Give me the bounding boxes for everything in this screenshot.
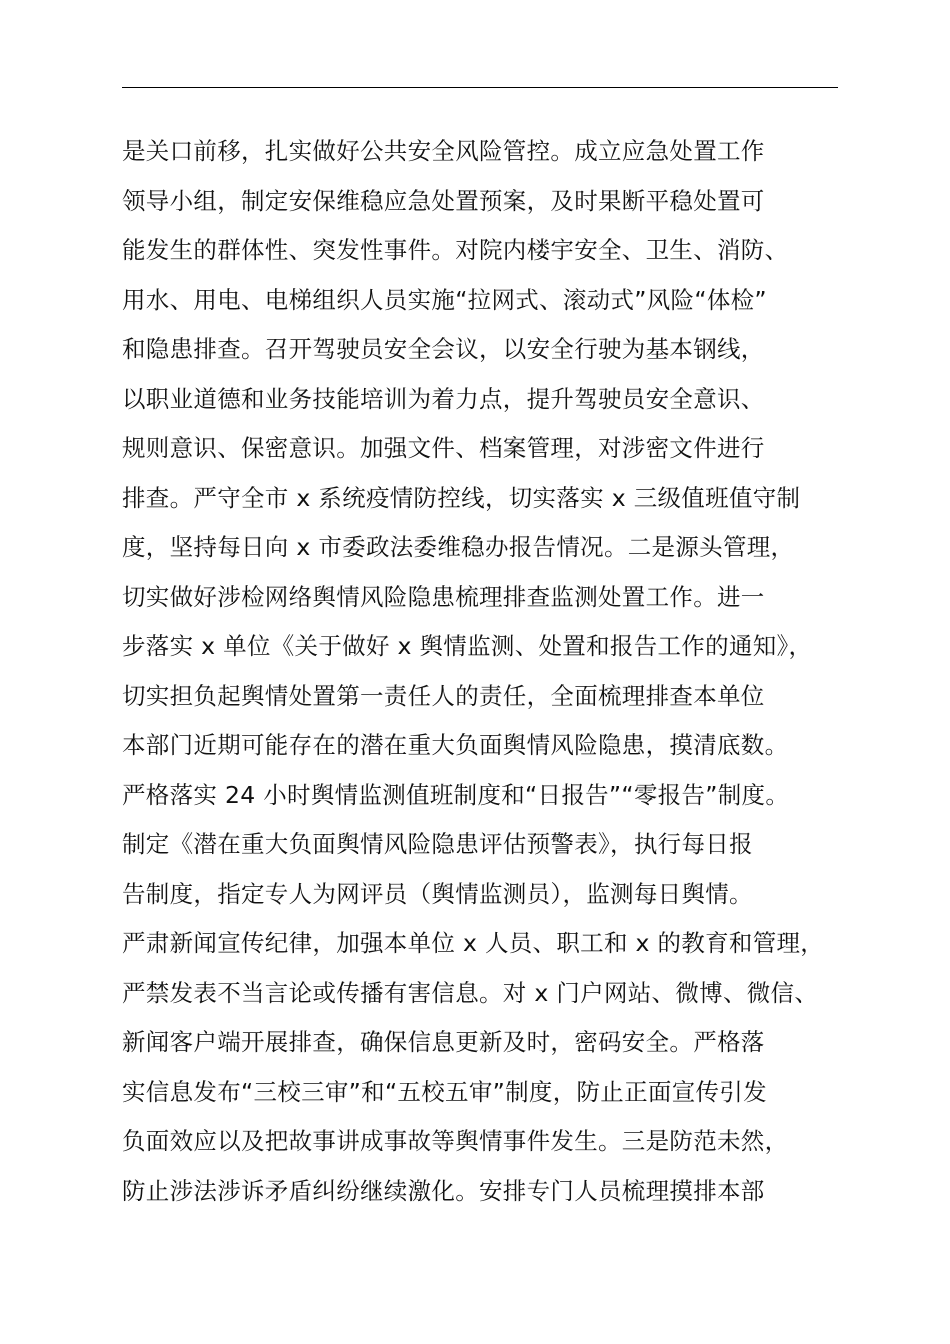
text-line: 步落实 x 单位《关于做好 x 舆情监测、处置和报告工作的通知》， — [122, 632, 813, 660]
text-line: 新闻客户端开展排查，确保信息更新及时，密码安全。严格落 — [122, 1028, 765, 1056]
text-line: 告制度，指定专人为网评员（舆情监测员），监测每日舆情。 — [122, 879, 753, 908]
text-line: 和隐患排查。召开驾驶员安全会议，以安全行驶为基本钢线， — [122, 335, 765, 363]
header-rule — [122, 87, 838, 88]
text-line: 本部门近期可能存在的潜在重大负面舆情风险隐患，摸清底数。 — [122, 731, 789, 759]
text-line: 用水、用电、电梯组织人员实施“拉网式、滚动式”风险“体检” — [122, 285, 767, 314]
document-body — [122, 127, 862, 1216]
text-line: 实信息发布“三校三审”和“五校五审”制度，防止正面宣传引发 — [122, 1077, 767, 1106]
text-line: 度，坚持每日向 x 市委政法委维稳办报告情况。二是源头管理， — [122, 533, 795, 561]
text-line: 防止涉法涉诉矛盾纠纷继续激化。安排专门人员梳理摸排本部 — [122, 1176, 765, 1205]
text-line: 切实担负起舆情处置第一责任人的责任，全面梳理排查本单位 — [122, 681, 765, 710]
text-line: 严格落实 24 小时舆情监测值班制度和“日报告”“零报告”制度。 — [122, 780, 790, 809]
text-line: 规则意识、保密意识。加强文件、档案管理，对涉密文件进行 — [122, 434, 765, 462]
text-line: 切实做好涉检网络舆情风险隐患梳理排查监测处置工作。进一 — [122, 582, 765, 611]
text-line: 能发生的群体性、突发性事件。对院内楼宇安全、卫生、消防、 — [122, 236, 789, 264]
text-line: 排查。严守全市 x 系统疫情防控线，切实落实 x 三级值班值守制 — [122, 483, 801, 512]
text-line: 负面效应以及把故事讲成事故等舆情事件发生。三是防范未然， — [122, 1127, 789, 1155]
text-line: 严禁发表不当言论或传播有害信息。对 x 门户网站、微博、微信、 — [122, 978, 819, 1007]
text-line: 严肃新闻宣传纪律，加强本单位 x 人员、职工和 x 的教育和管理， — [122, 929, 825, 957]
text-line: 制定《潜在重大负面舆情风险隐患评估预警表》，执行每日报 — [122, 830, 753, 858]
text-line: 是关口前移，扎实做好公共安全风险管控。成立应急处置工作 — [122, 137, 765, 165]
text-line: 以职业道德和业务技能培训为着力点，提升驾驶员安全意识、 — [122, 384, 765, 413]
text-line: 领导小组，制定安保维稳应急处置预案，及时果断平稳处置可 — [122, 186, 765, 215]
